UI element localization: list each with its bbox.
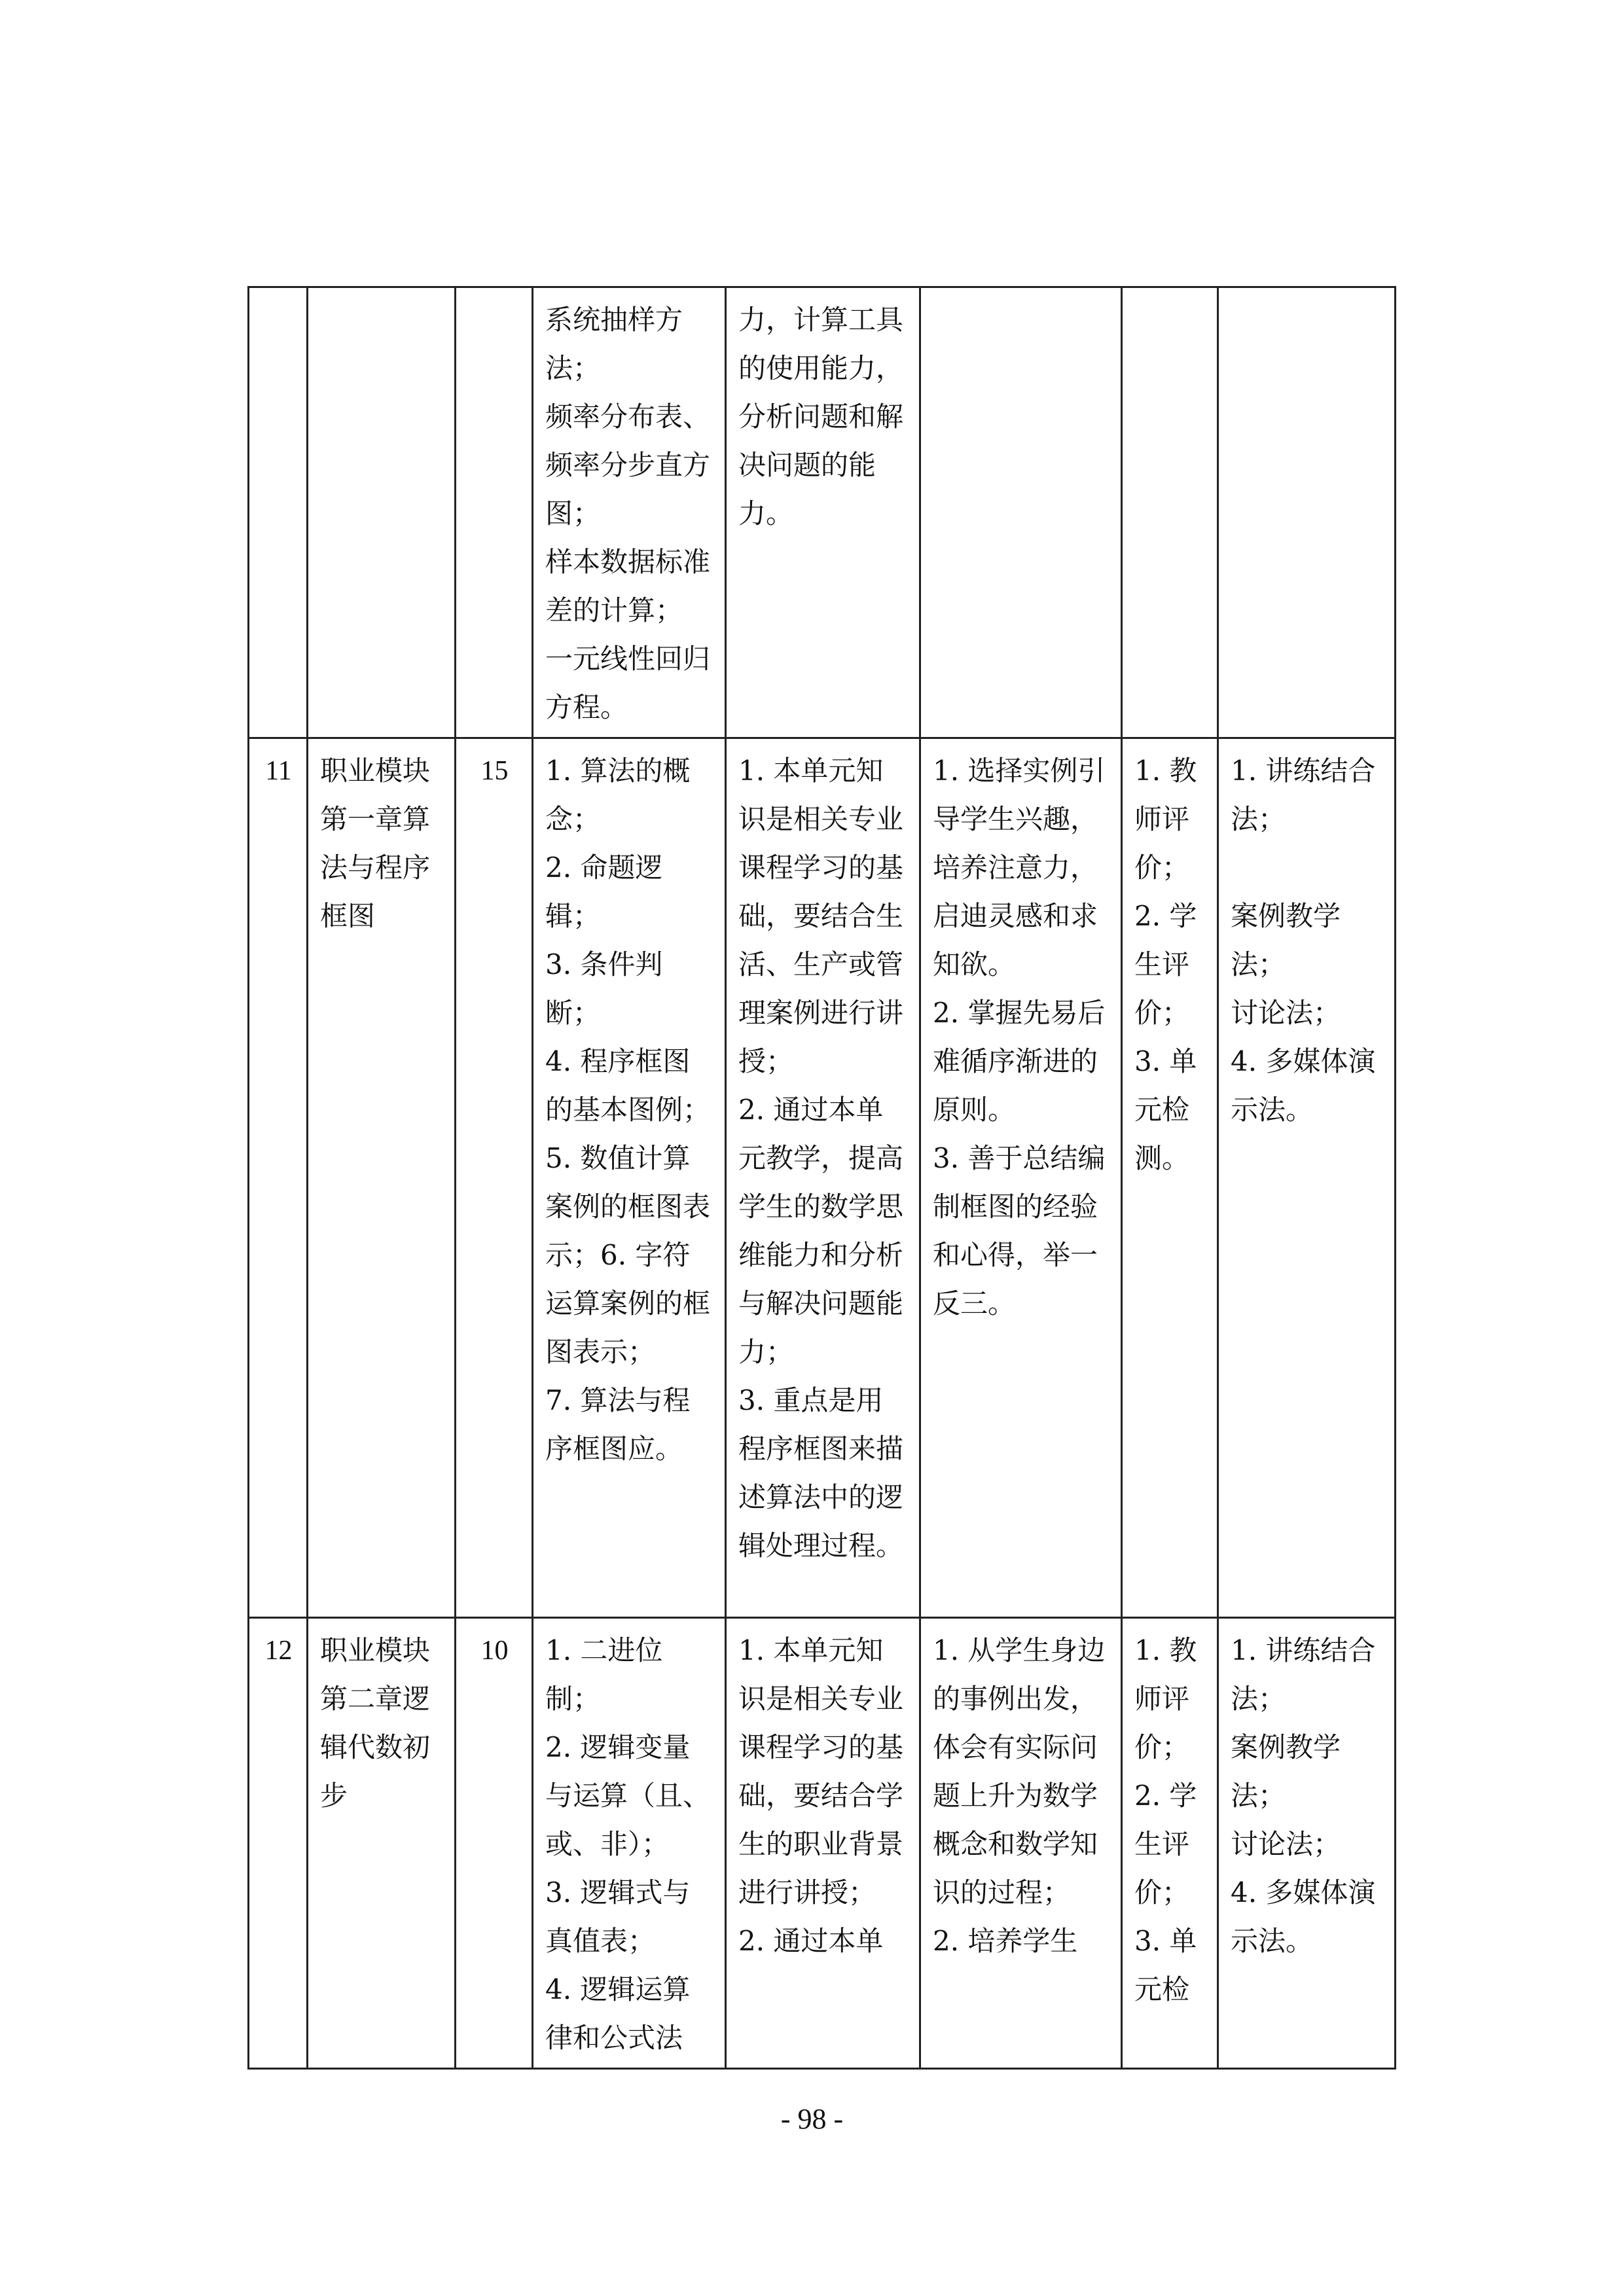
method-line: 4. 多媒体演示法。 xyxy=(1231,1045,1376,1126)
method-line: 讨论法； xyxy=(1231,997,1341,1029)
module-cell xyxy=(308,287,456,738)
evaluation-line: 1. 教师评价； xyxy=(1134,755,1197,884)
content-line: 5. 数值计算案例的框图表示；6. 字符运算案例的框图表示； xyxy=(545,1142,711,1368)
content-line: 1. 算法的概念； xyxy=(545,755,691,835)
guidance-cell xyxy=(920,738,1122,1618)
module-line: 法与程序 xyxy=(320,852,431,884)
objective-line: 2. 通过本单 xyxy=(738,1925,884,1957)
guidance-line: 2. 培养学生 xyxy=(933,1925,1078,1957)
table-row xyxy=(249,738,1396,1618)
module-line: 职业模块 xyxy=(320,755,431,787)
content-line: 2. 逻辑变量与运算（且、或、非）； xyxy=(545,1731,711,1860)
method-line xyxy=(1231,844,1384,892)
guidance-cell xyxy=(920,1618,1122,2069)
evaluation-cell xyxy=(1122,1618,1218,2069)
content-line: 样本数据标准差的计算； xyxy=(545,546,711,626)
guidance-line: 1. 从学生身边的事例出发，体会有实际问题上升为数学概念和数学知识的过程； xyxy=(933,1634,1106,1909)
content-cell xyxy=(533,1618,726,2069)
index-cell: 12 xyxy=(249,1618,308,2069)
method-line: 4. 多媒体演示法。 xyxy=(1231,1876,1376,1957)
hours-cell: 10 xyxy=(456,1618,533,2069)
content-line: 7. 算法与程序框图应。 xyxy=(545,1384,691,1465)
hours-cell xyxy=(456,287,533,738)
table-body xyxy=(249,287,1396,2069)
objective-line: 3. 重点是用程序框图来描述算法中的逻辑处理过程。 xyxy=(738,1384,904,1562)
objective-line: 1. 本单元知识是相关专业课程学习的基础，要结合学生的职业背景进行讲授； xyxy=(738,1634,904,1909)
evaluation-cell xyxy=(1122,738,1218,1618)
evaluation-line: 3. 单元检 xyxy=(1134,1925,1197,2005)
module-line: 第二章逻 xyxy=(320,1683,431,1715)
methods-cell xyxy=(1218,287,1396,738)
objective-line: 2. 通过本单元教学，提高学生的数学思维能力和分析与解决问题能力； xyxy=(738,1094,904,1368)
objectives-cell xyxy=(726,287,920,738)
index-cell: 11 xyxy=(249,738,308,1618)
content-line: 3. 条件判断； xyxy=(545,948,663,1029)
method-line: 1. 讲练结合法； xyxy=(1231,1634,1376,1715)
page-number: - 98 - xyxy=(780,2103,844,2135)
content-line: 2. 命题逻辑； xyxy=(545,852,663,932)
module-cell xyxy=(308,1618,456,2069)
evaluation-line: 2. 学生评价； xyxy=(1134,900,1197,1029)
guidance-cell xyxy=(920,287,1122,738)
table-row xyxy=(249,287,1396,738)
content-line: 频率分布表、频率分步直方图； xyxy=(545,401,711,529)
module-line: 第一章算 xyxy=(320,803,431,835)
objective-line: 1. 本单元知识是相关专业课程学习的基础，要结合生活、生产或管理案例进行讲授； xyxy=(738,755,904,1077)
objectives-cell xyxy=(726,1618,920,2069)
module-line: 步 xyxy=(320,1780,348,1812)
content-line: 4. 逻辑运算律和公式法 xyxy=(545,1973,691,2054)
evaluation-cell xyxy=(1122,287,1218,738)
module-cell xyxy=(308,738,456,1618)
methods-cell xyxy=(1218,738,1396,1618)
guidance-line: 2. 掌握先易后难循序渐进的原则。 xyxy=(933,997,1106,1126)
content-line: 1. 二进位制； xyxy=(545,1634,663,1715)
content-line: 一元线性回归方程。 xyxy=(545,643,711,723)
evaluation-line: 3. 单元检测。 xyxy=(1134,1045,1197,1174)
index-cell xyxy=(249,287,308,738)
content-line: 系统抽样方法； xyxy=(545,304,683,384)
objective-line: 力，计算工具的使用能力，分析问题和解决问题的能力。 xyxy=(738,304,904,529)
content-line: 3. 逻辑式与真值表； xyxy=(545,1876,691,1957)
module-line: 职业模块 xyxy=(320,1634,431,1666)
method-line: 案例教学法； xyxy=(1231,1731,1341,1812)
objectives-cell xyxy=(726,738,920,1618)
content-cell xyxy=(533,287,726,738)
content-cell xyxy=(533,738,726,1618)
module-line: 辑代数初 xyxy=(320,1731,431,1763)
guidance-line: 1. 选择实例引导学生兴趣，培养注意力，启迪灵感和求知欲。 xyxy=(933,755,1106,980)
method-line: 1. 讲练结合法； xyxy=(1231,755,1376,835)
method-line: 讨论法； xyxy=(1231,1828,1341,1860)
curriculum-table xyxy=(247,286,1396,2070)
table-row xyxy=(249,1618,1396,2069)
content-line: 4. 程序框图的基本图例； xyxy=(545,1045,711,1126)
method-line: 案例教学法； xyxy=(1231,900,1341,980)
module-line: 框图 xyxy=(320,900,376,932)
evaluation-line: 1. 教师评价； xyxy=(1134,1634,1197,1763)
methods-cell xyxy=(1218,1618,1396,2069)
guidance-line: 3. 善于总结编制框图的经验和心得，举一反三。 xyxy=(933,1142,1106,1319)
hours-cell: 15 xyxy=(456,738,533,1618)
evaluation-line: 2. 学生评价； xyxy=(1134,1780,1197,1909)
